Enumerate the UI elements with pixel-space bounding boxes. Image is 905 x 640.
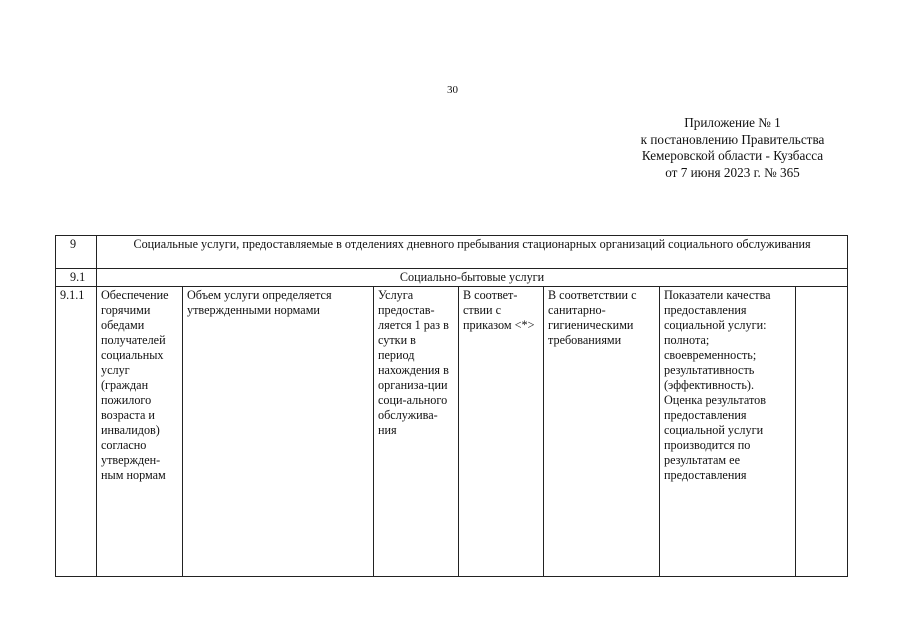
row-number: 9.1.1 bbox=[56, 287, 97, 577]
appendix-line: от 7 июня 2023 г. № 365 bbox=[665, 164, 800, 180]
service-conditions-cell: В соответствии с санитарно-гигиеническими требованиями bbox=[544, 287, 660, 577]
section-number: 9 bbox=[56, 236, 97, 269]
service-tariff-cell: В соответ-ствии с приказом <*> bbox=[459, 287, 544, 577]
appendix-header bbox=[600, 115, 865, 181]
appendix-line: Кемеровской области - Кузбасса bbox=[641, 148, 824, 163]
services-table bbox=[55, 235, 848, 577]
service-name-cell: Обеспечение горячими обедами получателей социальных услуг (граждан пожилого возраста и инвалидов) согласно утвержден-ным нормам bbox=[97, 287, 183, 577]
page-number: 30 bbox=[447, 84, 458, 96]
appendix-line: к постановлению Правительства bbox=[640, 131, 825, 147]
subsection-number: 9.1 bbox=[56, 269, 97, 287]
section-row bbox=[56, 236, 848, 269]
empty-cell bbox=[796, 287, 848, 577]
subsection-row bbox=[56, 269, 848, 287]
service-volume-cell: Объем услуги определяется утвержденными нормами bbox=[183, 287, 374, 577]
table-row bbox=[56, 287, 848, 577]
appendix-line: Приложение № 1 bbox=[684, 115, 781, 130]
section-title: Социальные услуги, предоставляемые в отделениях дневного пребывания стационарных организаций социального обслуживания bbox=[97, 236, 848, 269]
service-quality-cell: Показатели качества предоставления социальной услуги: полнота; своевременность; результативность (эффективность). Оценка результатов предоставления социальной услуги производится по результатам ее предоставления bbox=[660, 287, 796, 577]
subsection-title: Социально-бытовые услуги bbox=[97, 269, 848, 287]
service-timing-cell: Услуга предостав-ляется 1 раз в сутки в период нахождения в организа-ции соци-ального обслужива-ния bbox=[374, 287, 459, 577]
